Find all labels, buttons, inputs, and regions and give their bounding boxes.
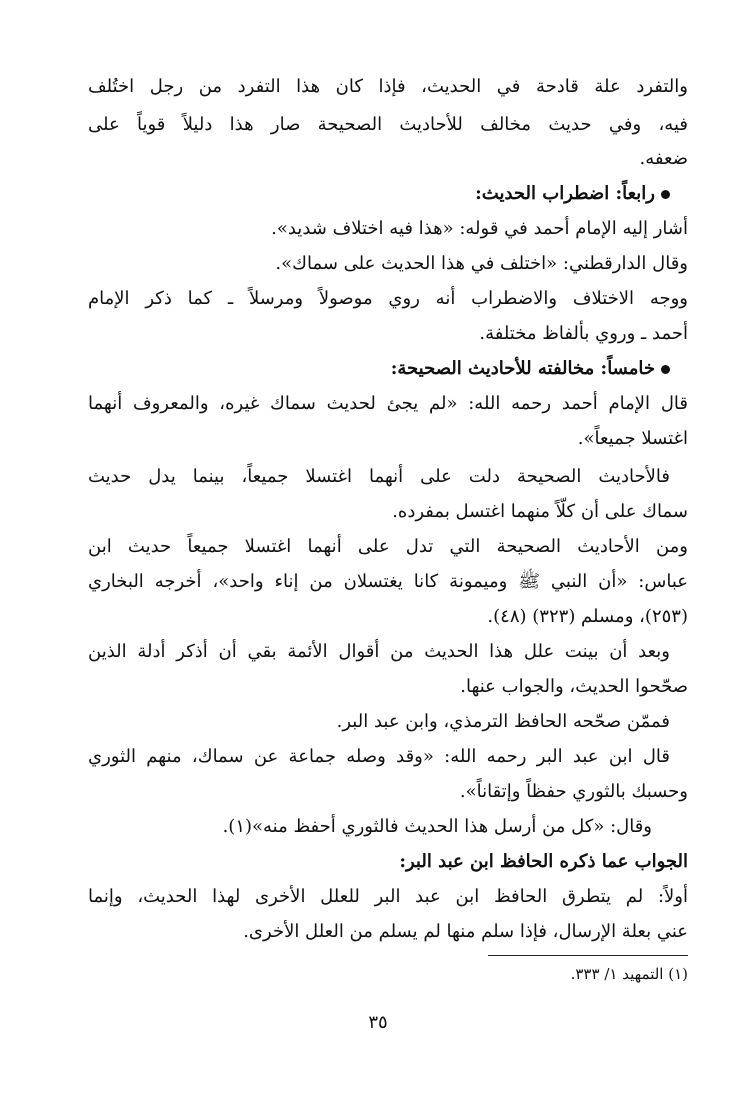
text-line: وبعد أن بينت علل هذا الحديث من أقوال الأئمة بقي أن أذكر أدلة الذين [88,641,670,662]
text-line: قال ابن عبد البر رحمه الله: «وقد وصله جماعة عن سماك، منهم الثوري [88,746,670,767]
text-line: قال الإمام أحمد رحمه الله: «لم يجئ لحديث سماك غيره، والمعروف أنهما [88,393,688,414]
page-body [88,62,688,962]
text-line: وحسبك بالثوري حفظاً وإتقاناً». [459,781,688,802]
text-line: صحّحوا الحديث، والجواب عنها. [460,676,688,697]
text-line: سماك على أن كلّاً منهما اغتسل بمفرده. [392,501,688,522]
footnote-divider [488,955,688,956]
text-line: ومن الأحاديث الصحيحة التي تدل على أنهما اغتسلا جميعاً حديث ابن [88,536,688,557]
text-line: فيه، وفي حديث مخالف للأحاديث الصحيحة صار هذا دليلاً قوياً على [88,114,688,135]
bullet-icon [661,365,670,374]
text-line: (٢٥٣)، ومسلم (٣٢٣) (٤٨). [487,606,688,627]
text-line: أحمد ـ وروي بألفاظ مختلفة. [479,323,688,344]
text-line: وقال: «كل من أرسل هذا الحديث فالثوري أحفظ منه»(١). [222,816,652,837]
text-line: عني بعلة الإرسال، فإذا سلم منها لم يسلم من العلل الأخرى. [243,921,688,942]
section-heading-4 [88,179,670,209]
text-line: فالأحاديث الصحيحة دلت على أنهما اغتسلا جميعاً، بينما يدل حديث [88,466,670,487]
text-line: فممّن صحّحه الحافظ الترمذي، وابن عبد البر. [336,711,670,732]
text-line: عباس: «أن النبي ﷺ وميمونة كانا يغتسلان من إناء واحد»، أخرجه البخاري [88,571,688,592]
text-line: وقال الدارقطني: «اختلف في هذا الحديث على سماك». [275,253,688,274]
page-number: ٣٥ [368,1012,388,1033]
footnote: (١) التمهيد ١/ ٣٣٣. [570,965,688,983]
text-line: ووجه الاختلاف والاضطراب أنه روي موصولاً ومرسلاً ـ كما ذكر الإمام [88,288,688,309]
text-line: ضعفه. [639,148,688,169]
text-line: اغتسلا جميعاً». [577,428,688,449]
heading-text: خامساً: مخالفته للأحاديث الصحيحة: [390,358,655,379]
answer-heading: الجواب عما ذكره الحافظ ابن عبد البر: [399,851,688,872]
text-line: والتفرد علة قادحة في الحديث، فإذا كان هذا التفرد من رجل اختُلف [88,76,688,97]
heading-text: رابعاً: اضطراب الحديث: [475,183,655,204]
text-line: أشار إليه الإمام أحمد في قوله: «هذا فيه اختلاف شديد». [271,218,688,239]
text-line: أولاً: لم يتطرق الحافظ ابن عبد البر للعلل الأخرى لهذا الحديث، وإنما [88,886,688,907]
section-heading-5 [88,354,670,384]
bullet-icon [661,190,670,199]
